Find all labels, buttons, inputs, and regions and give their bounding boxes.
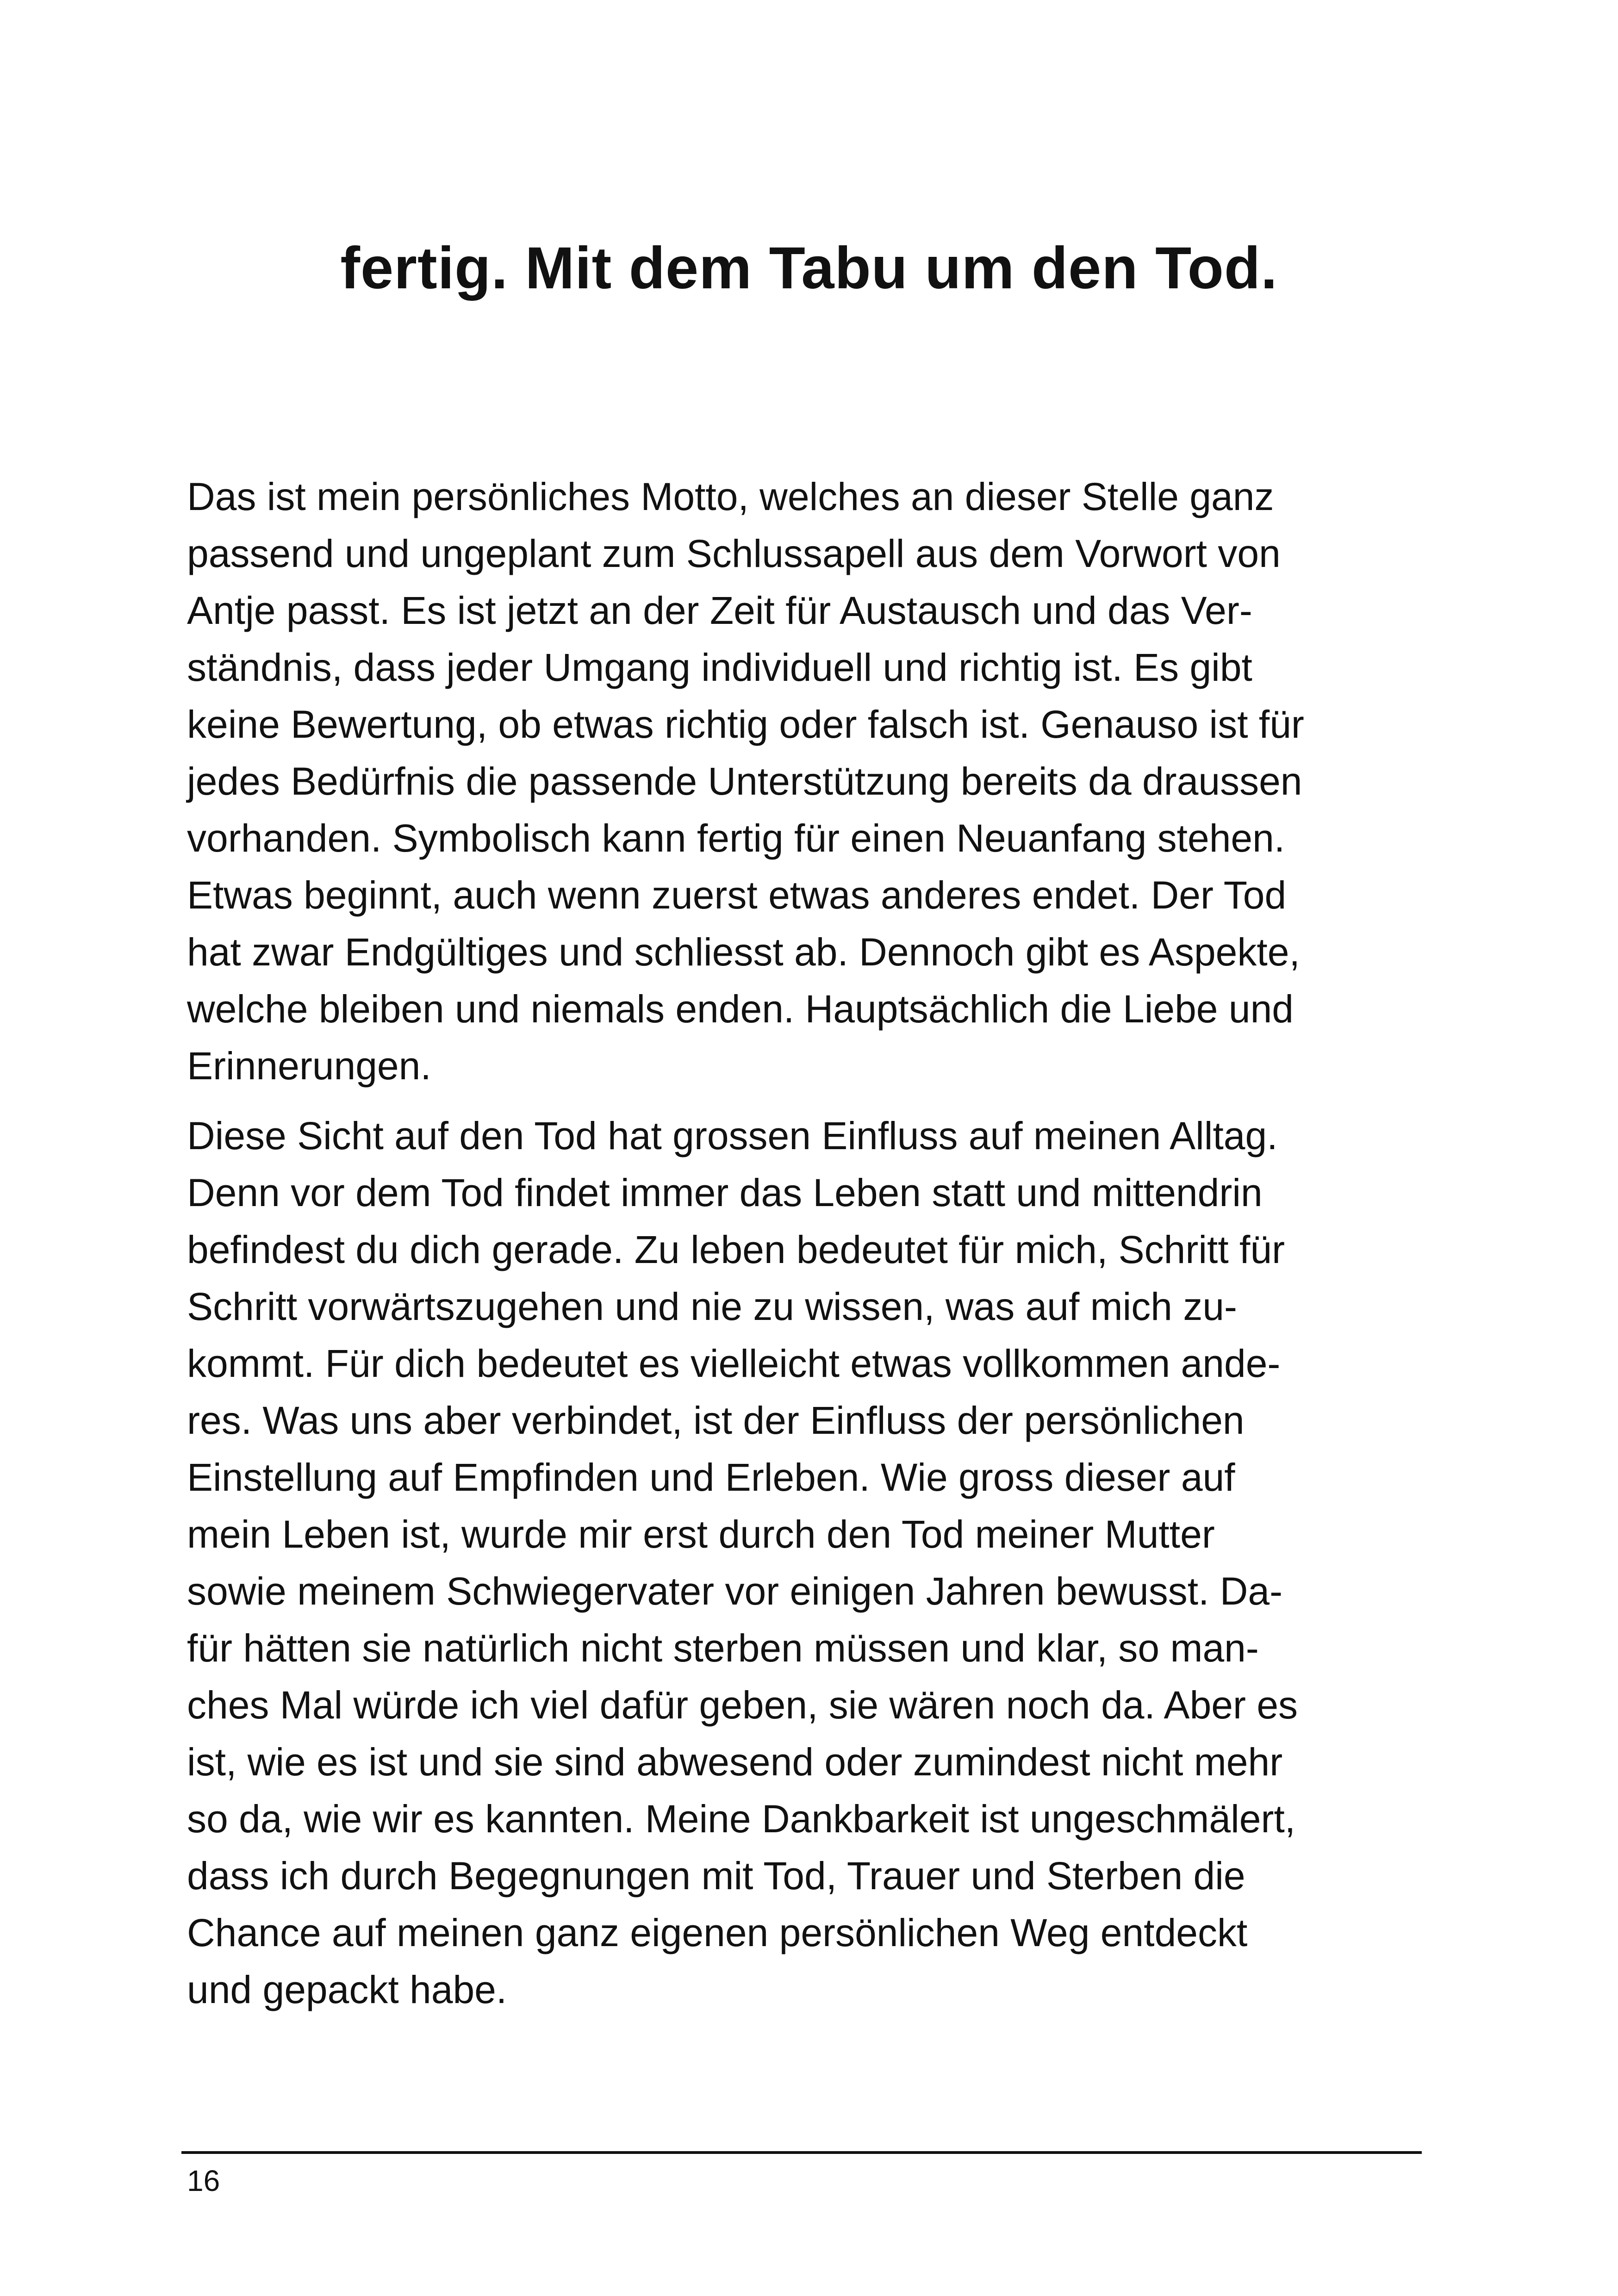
text-line: kommt. Für dich bedeutet es vielleicht etwas vollkommen ande- [187,1342,1281,1385]
footer-divider [181,2151,1422,2154]
text-line: Antje passt. Es ist jetzt an der Zeit für Austausch und das Ver- [187,589,1252,632]
text-line: ständnis, dass jeder Umgang individuell und richtig ist. Es gibt [187,646,1252,689]
text-line: befindest du dich gerade. Zu leben bedeutet für mich, Schritt für [187,1228,1285,1271]
text-line: Diese Sicht auf den Tod hat grossen Einfluss auf meinen Alltag. [187,1114,1278,1157]
text-line: so da, wie wir es kannten. Meine Dankbarkeit ist ungeschmälert, [187,1797,1296,1841]
text-line: Schritt vorwärtszugehen und nie zu wissen, was auf mich zu- [187,1285,1238,1328]
text-line: res. Was uns aber verbindet, ist der Einfluss der persönlichen [187,1399,1245,1442]
text-line: dass ich durch Begegnungen mit Tod, Trauer und Sterben die [187,1854,1245,1898]
text-line: Das ist mein persönliches Motto, welches an dieser Stelle ganz [187,475,1274,518]
text-line: hat zwar Endgültiges und schliesst ab. Dennoch gibt es Aspekte, [187,930,1300,974]
text-line: Chance auf meinen ganz eigenen persönlichen Weg entdeckt [187,1911,1248,1954]
text-line: ist, wie es ist und sie sind abwesend oder zumindest nicht mehr [187,1740,1283,1784]
text-line: Denn vor dem Tod findet immer das Leben statt und mittendrin [187,1171,1263,1214]
text-line: für hätten sie natürlich nicht sterben müssen und klar, so man- [187,1626,1259,1670]
text-line: jedes Bedürfnis die passende Unterstützung bereits da draussen [187,759,1302,803]
text-line: ches Mal würde ich viel dafür geben, sie wären noch da. Aber es [187,1683,1298,1727]
text-line: Einstellung auf Empfinden und Erleben. Wie gross dieser auf [187,1456,1235,1499]
text-line: passend und ungeplant zum Schlussapell aus dem Vorwort von [187,532,1281,575]
text-line: vorhanden. Symbolisch kann fertig für einen Neuanfang stehen. [187,816,1285,860]
text-line: welche bleiben und niemals enden. Hauptsächlich die Liebe und [187,987,1294,1031]
text-line: keine Bewertung, ob etwas richtig oder falsch ist. Genauso ist für [187,703,1304,746]
text-line: Erinnerungen. [187,1044,431,1088]
page-number: 16 [187,2164,220,2197]
page-heading: fertig. Mit dem Tabu um den Tod. [340,235,1278,301]
text-line: sowie meinem Schwiegervater vor einigen Jahren bewusst. Da- [187,1569,1283,1613]
text-line: Etwas beginnt, auch wenn zuerst etwas anderes endet. Der Tod [187,873,1287,917]
text-line: mein Leben ist, wurde mir erst durch den Tod meiner Mutter [187,1512,1215,1556]
text-line: und gepackt habe. [187,1968,507,2011]
body-text [187,468,1432,2018]
paragraph-1 [187,468,1432,1095]
paragraph-2 [187,1108,1432,2018]
